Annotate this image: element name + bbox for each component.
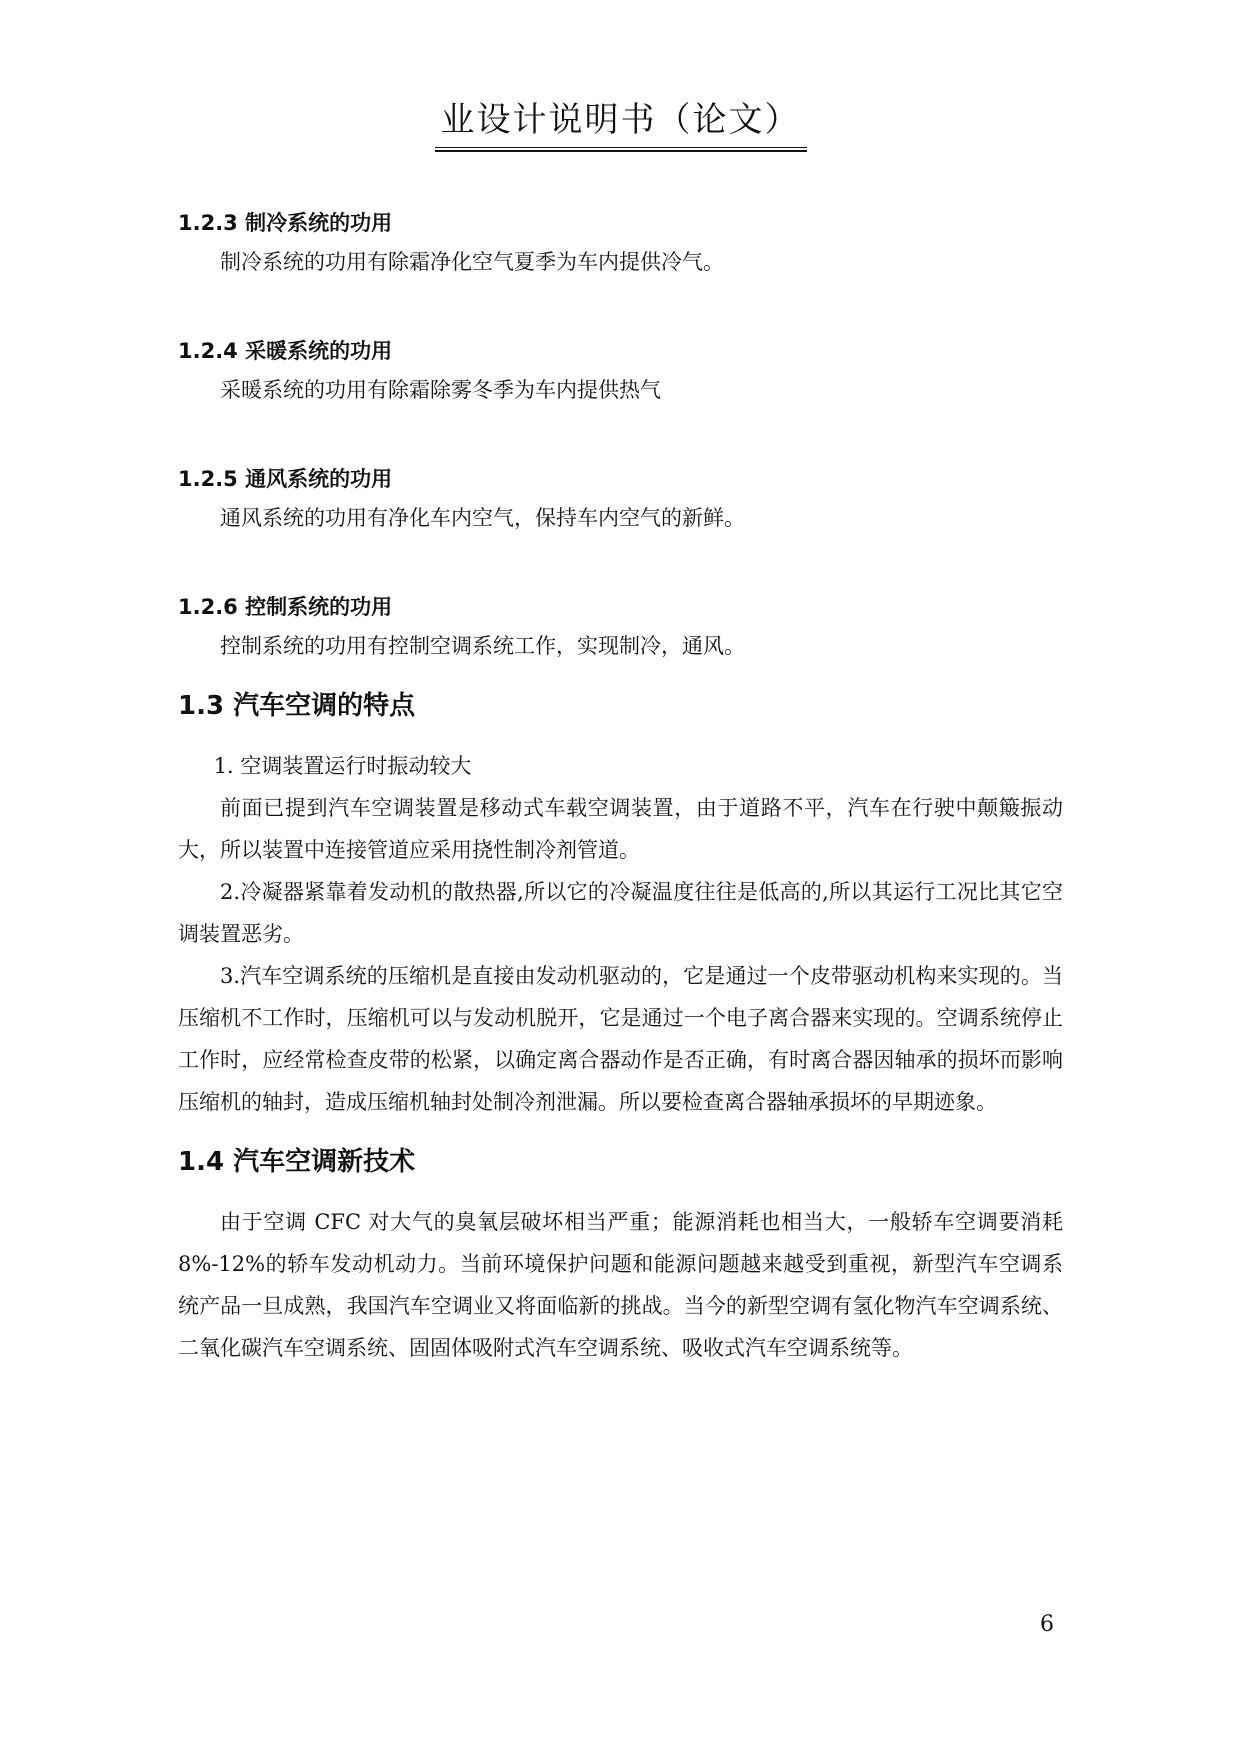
paragraph-1-2-6: 控制系统的功用有控制空调系统工作，实现制冷，通风。 [220, 634, 745, 658]
paragraph-1-3-c: 3.汽车空调系统的压缩机是直接由发动机驱动的，它是通过一个皮带驱动机构来实现的。当压缩机不工作时，压缩机可以与发动机脱开，它是通过一个电子离合器来实现的。空调系统停止工作时，应经常检查皮带的松紧，以确定离合器动作是否正确，有时离合器因轴承的损坏而影响压缩机的轴封，造成压缩机轴封处制冷剂泄漏。所以要检查离合器轴承损坏的早期迹象。 [178, 964, 1063, 1114]
main-content [178, 205, 1063, 1369]
paragraph-1-3-b: 2.冷凝器紧靠着发动机的散热器,所以它的冷凝温度往往是低高的,所以其运行工况比其它空调装置恶劣。 [178, 880, 1063, 946]
heading-1-2-6: 1.2.6 控制系统的功用 [178, 595, 393, 619]
heading-1-2-5: 1.2.5 通风系统的功用 [178, 467, 393, 491]
list-item-1: 1. 空调装置运行时振动较大 [213, 754, 472, 778]
page-header [0, 92, 1241, 148]
paragraph-1-4: 由于空调 CFC 对大气的臭氧层破坏相当严重；能源消耗也相当大，一般轿车空调要消耗 8%-12%的轿车发动机动力。当前环境保护问题和能源问题越来越受到重视，新型汽车空调系统产品一旦成熟，我国汽车空调业又将面临新的挑战。当今的新型空调有氢化物汽车空调系统、二氧化碳汽车空调系统、固固体吸附式汽车空调系统、吸收式汽车空调系统等。 [178, 1210, 1063, 1360]
heading-1-2-4: 1.2.4 采暖系统的功用 [178, 339, 393, 363]
heading-1-4: 1.4 汽车空调新技术 [178, 1147, 416, 1177]
paragraph-1-2-5: 通风系统的功用有净化车内空气，保持车内空气的新鲜。 [220, 506, 745, 530]
header-title: 业设计说明书（论文） [435, 92, 807, 148]
heading-1-2-3: 1.2.3 制冷系统的功用 [178, 211, 393, 235]
page-number: 6 [1040, 1612, 1054, 1637]
heading-1-3: 1.3 汽车空调的特点 [178, 691, 416, 721]
paragraph-1-2-4: 采暖系统的功用有除霜除雾冬季为车内提供热气 [220, 378, 661, 402]
paragraph-1-3-a: 前面已提到汽车空调装置是移动式车载空调装置，由于道路不平，汽车在行驶中颠簸振动大，所以装置中连接管道应采用挠性制冷剂管道。 [178, 796, 1063, 862]
paragraph-1-2-3: 制冷系统的功用有除霜净化空气夏季为车内提供冷气。 [220, 250, 724, 274]
